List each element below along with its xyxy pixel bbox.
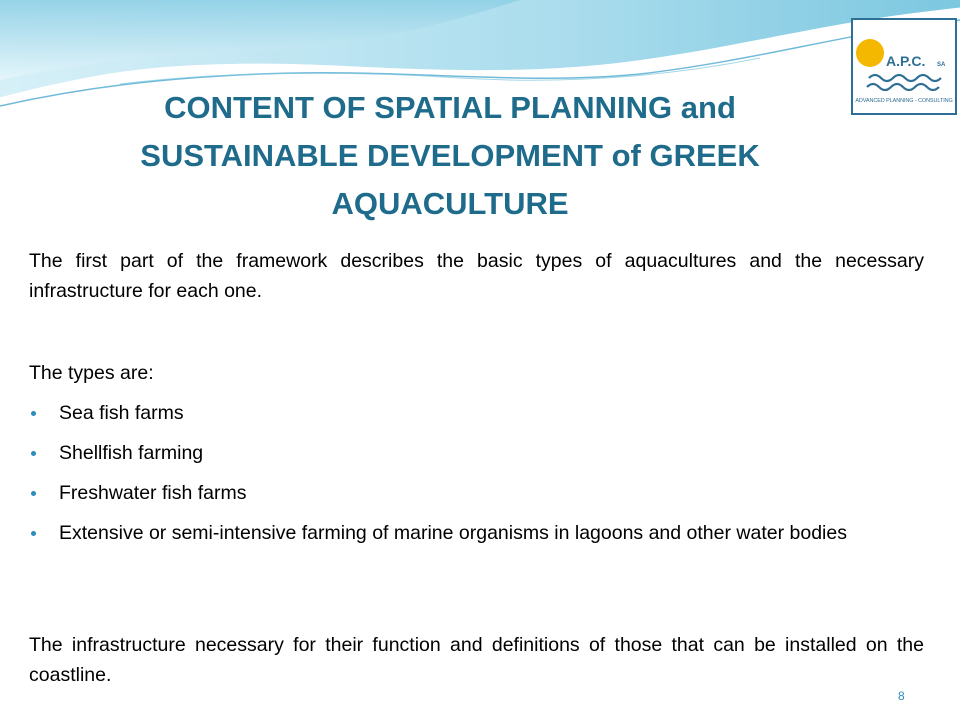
logo-sun-icon xyxy=(856,39,884,67)
slide-title: CONTENT OF SPATIAL PLANNING and SUSTAINABLE DEVELOPMENT of GREEK AQUACULTURE xyxy=(140,90,760,221)
list-item xyxy=(29,398,924,428)
company-logo xyxy=(851,18,957,115)
logo-wave-icon xyxy=(867,84,939,90)
logo-mark: A.P.C. xyxy=(886,53,926,69)
intro-paragraph: The first part of the framework describes the basic types of aquacultures and the necessary infrastructure for each one. xyxy=(29,250,924,302)
types-list xyxy=(29,398,924,558)
page-number: 8 xyxy=(898,689,905,703)
infrastructure-paragraph: The infrastructure necessary for their function and definitions of those that can be installed on the coastline. xyxy=(29,634,924,686)
bullet-icon xyxy=(31,451,36,456)
types-lead: The types are: xyxy=(29,362,154,384)
logo-wave-icon xyxy=(869,75,941,81)
bullet-icon xyxy=(31,491,36,496)
logo-caption: ADVANCED PLANNING - CONSULTING xyxy=(855,98,953,104)
list-item-text: Freshwater fish farms xyxy=(59,482,247,504)
list-item xyxy=(29,478,924,508)
list-item-text: Sea fish farms xyxy=(59,402,184,424)
list-item-text: Extensive or semi-intensive farming of marine organisms in lagoons and other water bodies xyxy=(59,522,847,544)
list-item xyxy=(29,518,924,548)
logo-suffix: SA xyxy=(937,62,946,68)
list-item xyxy=(29,438,924,468)
list-item-text: Shellfish farming xyxy=(59,442,204,464)
bullet-icon xyxy=(31,411,36,416)
bullet-icon xyxy=(31,531,36,536)
